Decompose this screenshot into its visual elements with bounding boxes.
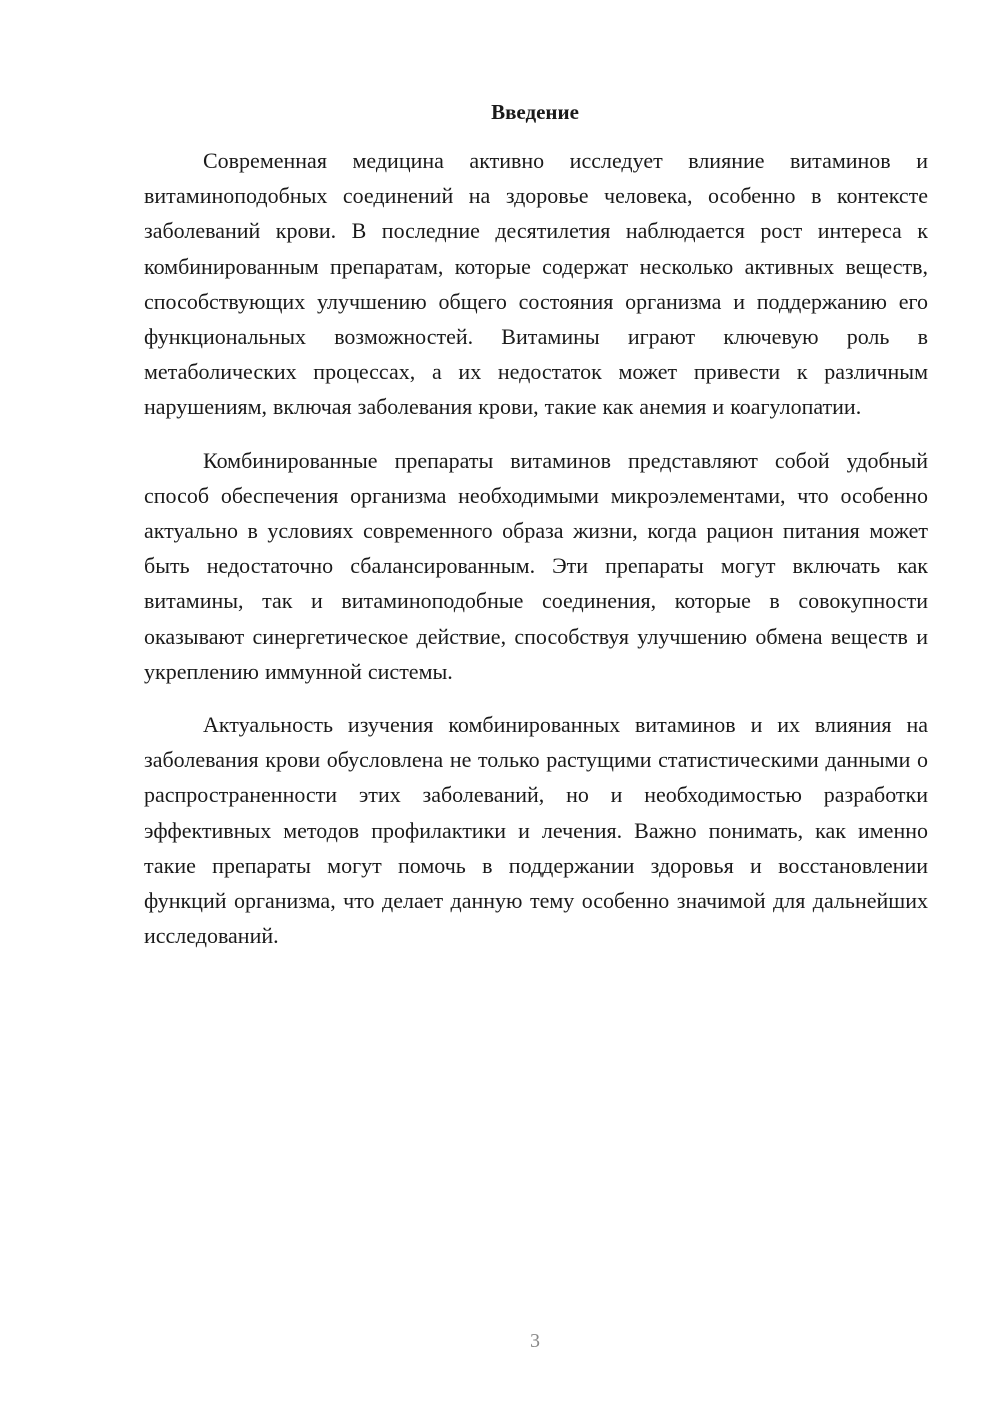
page-number: 3 <box>530 1330 540 1352</box>
section-heading: Введение <box>491 100 579 124</box>
paragraph-3: Актуальность изучения комбинированных витаминов и их влияния на заболевания крови обусловлена не только растущими статистическими данными о распространенности этих заболеваний, но и необходимостью разработки эффективных методов профилактики и лечения. Важно понимать, как именно такие препараты могут помочь в поддержании здоровья и восстановлении функций организма, что делает данную тему особенно значимой для дальнейших исследований. <box>144 712 928 949</box>
paragraph-1: Современная медицина активно исследует влияние витаминов и витаминоподобных соединений на здоровье человека, особенно в контексте заболеваний крови. В последние десятилетия наблюдается рост интереса к комбинированным препаратам, которые содержат несколько активных веществ, способствующих улучшению общего состояния организма и поддержанию его функциональных возможностей. Витамины играют ключевую роль в метаболических процессах, а их недостаток может привести к различным нарушениям, включая заболевания крови, такие как анемия и коагулопатии. <box>144 148 928 420</box>
paragraph-2: Комбинированные препараты витаминов представляют собой удобный способ обеспечения организма необходимыми микроэлементами, что особенно актуально в условиях современного образа жизни, когда рацион питания может быть недостаточно сбалансированным. Эти препараты могут включать как витамины, так и витаминоподобные соединения, которые в совокупности оказывают синергетическое действие, способствуя улучшению обмена веществ и укреплению иммунной системы. <box>144 447 928 684</box>
body-text <box>144 143 928 971</box>
